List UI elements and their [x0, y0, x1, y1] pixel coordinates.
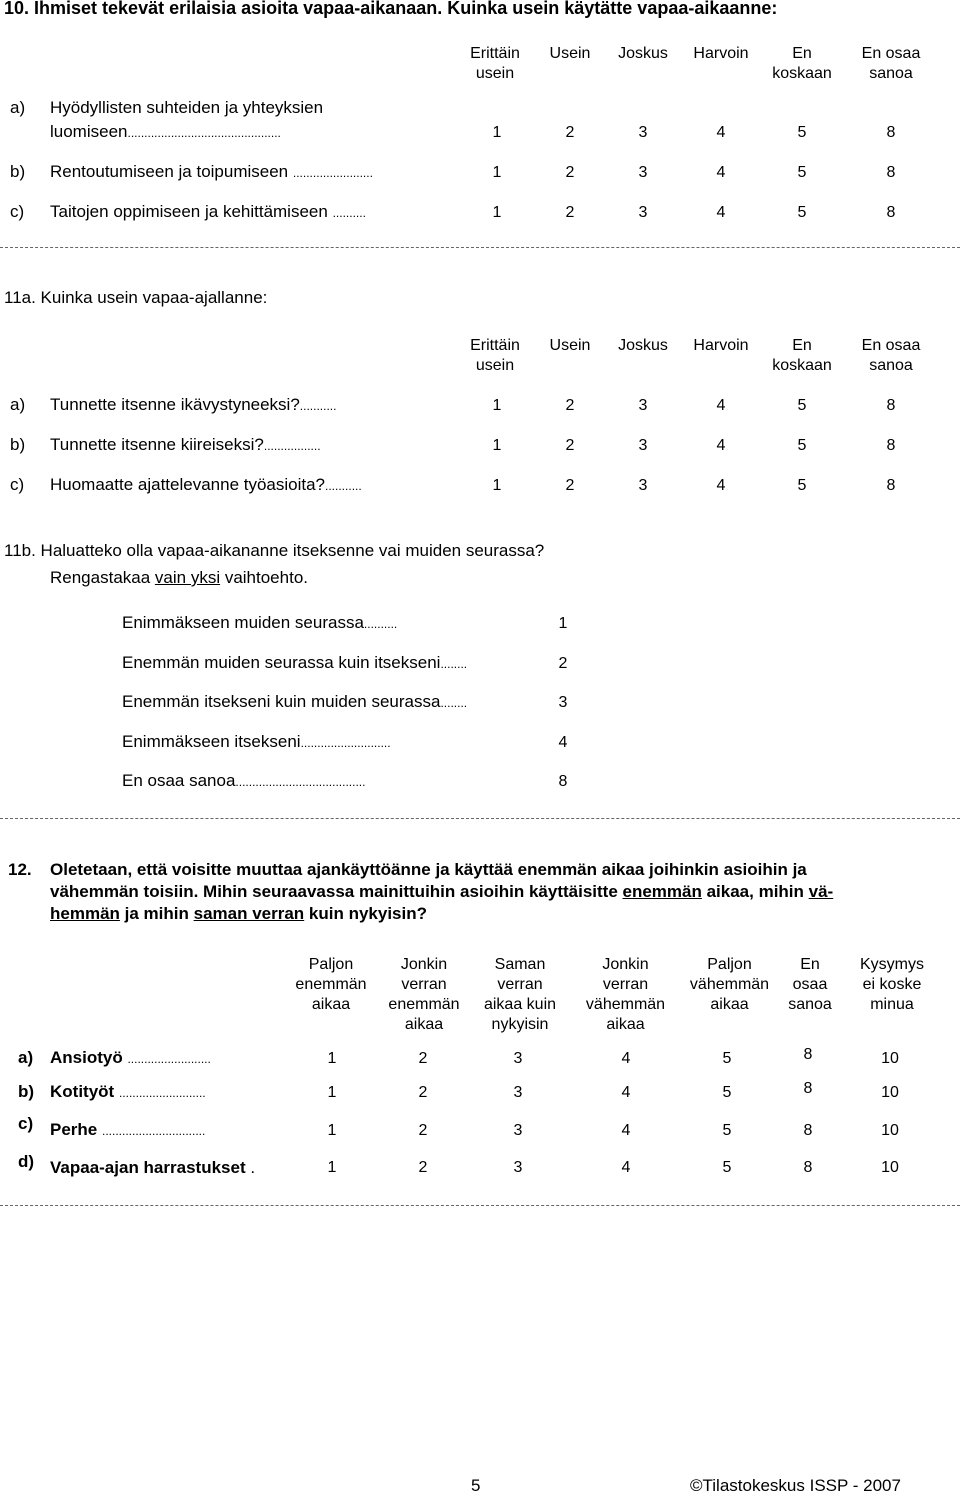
- q10-a-code-8[interactable]: 8: [886, 124, 896, 141]
- q11b-instruction-post: vaihtoehto.: [220, 568, 308, 587]
- q12-item-d-letter: d): [18, 1152, 35, 1171]
- q11a-a-code-4[interactable]: 4: [716, 397, 726, 414]
- separator-2: [0, 818, 960, 819]
- q12-header-much-more: Paljon enemmän aikaa: [295, 956, 367, 1013]
- q10-b-code-4[interactable]: 4: [716, 164, 726, 181]
- q11b-option-1-label: Enimmäkseen muiden seurassa: [122, 613, 364, 632]
- q12-d-code-2[interactable]: 2: [418, 1159, 428, 1176]
- q12-item-c-letter: c): [18, 1114, 34, 1133]
- q12-d-code-10[interactable]: 10: [881, 1159, 899, 1176]
- q12-line-3-same: saman verran: [193, 904, 305, 923]
- q12-a-code-5[interactable]: 5: [722, 1050, 732, 1067]
- q10-header-cant-say: En osaa sanoa: [861, 45, 921, 82]
- q11a-header-sometimes: Joskus: [618, 337, 668, 354]
- q12-c-code-5[interactable]: 5: [722, 1122, 732, 1139]
- q10-item-b-label: Rentoutumiseen ja toipumiseen: [50, 162, 289, 181]
- q12-a-code-8[interactable]: 8: [803, 1046, 813, 1063]
- q11a-a-code-1[interactable]: 1: [492, 397, 502, 414]
- q12-d-code-8[interactable]: 8: [803, 1159, 813, 1176]
- q12-b-code-8[interactable]: 8: [803, 1080, 813, 1097]
- copyright-text: ©Tilastokeskus ISSP - 2007: [690, 1476, 901, 1495]
- q11a-item-c-text: [50, 475, 362, 495]
- q10-header-sometimes: Joskus: [618, 45, 668, 62]
- q11a-b-code-5[interactable]: 5: [797, 437, 807, 454]
- q11b-option-2: [122, 653, 467, 673]
- q12-item-d-label: Vapaa-ajan harrastukset: [50, 1158, 246, 1177]
- q12-number: 12.: [8, 860, 32, 879]
- q12-b-code-3[interactable]: 3: [513, 1084, 523, 1101]
- q12-line-3-a: ja mihin: [119, 904, 194, 923]
- q11a-header-cant-say: En osaa sanoa: [861, 337, 921, 374]
- q12-line-3: [50, 904, 427, 924]
- q12-b-code-10[interactable]: 10: [881, 1084, 899, 1101]
- q10-header-often: Usein: [549, 45, 591, 62]
- q11a-a-code-3[interactable]: 3: [638, 397, 648, 414]
- q10-a-code-2[interactable]: 2: [565, 124, 575, 141]
- q12-a-code-3[interactable]: 3: [513, 1050, 523, 1067]
- q10-a-code-5[interactable]: 5: [797, 124, 807, 141]
- q11a-item-c-label: Huomaatte ajattelevanne työasioita?: [50, 475, 326, 494]
- q11a-b-code-1[interactable]: 1: [492, 437, 502, 454]
- separator-1: [0, 247, 960, 248]
- q10-header-very-often: Erittäin usein: [470, 45, 520, 82]
- q12-a-code-10[interactable]: 10: [881, 1050, 899, 1067]
- q12-c-code-1[interactable]: 1: [327, 1122, 337, 1139]
- q12-item-b-text: [50, 1082, 206, 1102]
- q11b-option-1-code[interactable]: 1: [558, 615, 568, 632]
- q11b-option-4-code[interactable]: 4: [558, 734, 568, 751]
- q12-header-cant-say: En osaa sanoa: [788, 956, 832, 1013]
- q12-c-code-3[interactable]: 3: [513, 1122, 523, 1139]
- q11b-option-1: [122, 613, 397, 633]
- q11b-option-3: [122, 692, 467, 712]
- q11a-item-a-dots: ...........: [299, 399, 337, 413]
- q11a-header-rarely: Harvoin: [693, 337, 749, 354]
- q11a-c-code-3[interactable]: 3: [638, 477, 648, 494]
- q12-item-c-label: Perhe: [50, 1120, 98, 1139]
- q10-a-code-3[interactable]: 3: [638, 124, 648, 141]
- q12-line-2-less-start: vä-: [808, 882, 834, 901]
- q12-item-a-letter: a): [18, 1048, 34, 1067]
- q12-a-code-4[interactable]: 4: [621, 1050, 631, 1067]
- q10-a-code-4[interactable]: 4: [716, 124, 726, 141]
- q12-line-2-a: vähemmän toisiin. Mihin seuraavassa mainittuihin asioihin käyttäisitte: [50, 882, 623, 901]
- q11a-c-code-1[interactable]: 1: [492, 477, 502, 494]
- q11b-option-2-code[interactable]: 2: [558, 655, 568, 672]
- q12-header-same: Saman verran aikaa kuin nykyisin: [483, 956, 557, 1033]
- q11b-option-4: [122, 732, 391, 752]
- q11a-c-code-5[interactable]: 5: [797, 477, 807, 494]
- q11a-b-code-3[interactable]: 3: [638, 437, 648, 454]
- q10-item-c-text: [50, 202, 366, 222]
- q12-d-code-1[interactable]: 1: [327, 1159, 337, 1176]
- q11a-c-code-8[interactable]: 8: [886, 477, 896, 494]
- q11b-instruction: [50, 568, 308, 588]
- q12-item-d-text: [50, 1158, 255, 1178]
- q11a-item-a-text: [50, 395, 336, 415]
- q11b-instruction-pre: Rengastakaa: [50, 568, 155, 587]
- q11b-option-8: [122, 771, 365, 791]
- q11a-item-c-letter: c): [10, 475, 25, 494]
- q10-item-a-letter: a): [10, 98, 26, 117]
- q11b-option-8-dots: .......................................: [235, 775, 366, 789]
- q10-item-b-dots: ........................: [292, 166, 373, 180]
- q11b-option-1-dots: ..........: [363, 617, 398, 631]
- q11a-item-b-dots: .................: [263, 439, 321, 453]
- q12-line-3-b: kuin nykyisin?: [304, 904, 427, 923]
- q11a-item-a-letter: a): [10, 395, 26, 414]
- q12-header-much-less: Paljon vähemmän aikaa: [689, 956, 770, 1013]
- q10-c-code-3[interactable]: 3: [638, 204, 648, 221]
- q10-c-code-4[interactable]: 4: [716, 204, 726, 221]
- q12-item-d-dots: .: [250, 1158, 256, 1177]
- q10-c-code-2[interactable]: 2: [565, 204, 575, 221]
- q12-d-code-3[interactable]: 3: [513, 1159, 523, 1176]
- q11b-option-2-label: Enemmän muiden seurassa kuin itsekseni: [122, 653, 441, 672]
- q12-line-2: [50, 882, 833, 902]
- q12-item-a-dots: .........................: [127, 1052, 211, 1066]
- q10-item-b-letter: b): [10, 162, 26, 181]
- q10-b-code-8[interactable]: 8: [886, 164, 896, 181]
- q12-b-code-4[interactable]: 4: [621, 1084, 631, 1101]
- q10-title: 10. Ihmiset tekevät erilaisia asioita vapaa-aikanaan. Kuinka usein käytätte vapaa-aikaanne:: [4, 0, 778, 18]
- q12-line-1: Oletetaan, että voisitte muuttaa ajankäyttöänne ja käyttää enemmän aikaa joihinkin asioihin ja: [50, 860, 807, 879]
- q12-c-code-10[interactable]: 10: [881, 1122, 899, 1139]
- q11a-b-code-4[interactable]: 4: [716, 437, 726, 454]
- q12-item-a-text: [50, 1048, 211, 1068]
- q10-c-code-1[interactable]: 1: [492, 204, 502, 221]
- q12-item-b-label: Kotityöt: [50, 1082, 115, 1101]
- q12-item-c-text: [50, 1120, 205, 1140]
- q12-d-code-5[interactable]: 5: [722, 1159, 732, 1176]
- q11a-item-b-text: [50, 435, 321, 455]
- q11b-instruction-emphasis: vain yksi: [154, 568, 221, 587]
- q11a-item-b-letter: b): [10, 435, 26, 454]
- q11b-option-4-label: Enimmäkseen itsekseni: [122, 732, 301, 751]
- q12-c-code-8[interactable]: 8: [803, 1122, 813, 1139]
- q12-item-a-label: Ansiotyö: [50, 1048, 123, 1067]
- q12-b-code-2[interactable]: 2: [418, 1084, 428, 1101]
- page-number: 5: [471, 1476, 481, 1495]
- q10-item-c-letter: c): [10, 202, 25, 221]
- q12-a-code-1[interactable]: 1: [327, 1050, 337, 1067]
- q12-line-3-less-end: hemmän: [50, 904, 120, 923]
- q12-header-not-applicable: Kysymys ei koske minua: [860, 956, 924, 1013]
- q11a-header-never: En koskaan: [772, 337, 832, 374]
- q10-item-b-text: [50, 162, 373, 182]
- q11b-option-4-dots: ...........................: [300, 736, 391, 750]
- q10-item-a-dots: ..............................................: [127, 126, 281, 140]
- q11a-c-code-4[interactable]: 4: [716, 477, 726, 494]
- q11b-option-3-dots: ........: [440, 696, 468, 710]
- q11a-a-code-5[interactable]: 5: [797, 397, 807, 414]
- q10-item-c-label: Taitojen oppimiseen ja kehittämiseen: [50, 202, 328, 221]
- q12-b-code-5[interactable]: 5: [722, 1084, 732, 1101]
- separator-3: [0, 1205, 960, 1206]
- q12-item-b-dots: ..........................: [118, 1086, 206, 1100]
- q12-line-2-b: aikaa, mihin: [701, 882, 809, 901]
- q11a-item-a-label: Tunnette itsenne ikävystyneeksi?: [50, 395, 300, 414]
- q10-header-never: En koskaan: [772, 45, 832, 82]
- q11a-header-often: Usein: [549, 337, 591, 354]
- q11a-header-very-often: Erittäin usein: [470, 337, 520, 374]
- q12-b-code-1[interactable]: 1: [327, 1084, 337, 1101]
- q11a-b-code-8[interactable]: 8: [886, 437, 896, 454]
- q12-header-somewhat-less: Jonkin verran vähemmän aikaa: [585, 956, 666, 1033]
- q10-item-a-text: Hyödyllisten suhteiden ja yhteyksien: [50, 98, 324, 117]
- q12-item-c-dots: ...............................: [101, 1124, 206, 1138]
- q10-b-code-3[interactable]: 3: [638, 164, 648, 181]
- q11a-b-code-2[interactable]: 2: [565, 437, 575, 454]
- q10-b-code-1[interactable]: 1: [492, 164, 502, 181]
- q10-c-code-8[interactable]: 8: [886, 204, 896, 221]
- q12-header-somewhat-more: Jonkin verran enemmän aikaa: [388, 956, 460, 1033]
- q11a-title: 11a. Kuinka usein vapaa-ajallanne:: [4, 288, 268, 307]
- q12-item-b-letter: b): [18, 1082, 35, 1101]
- q10-b-code-5[interactable]: 5: [797, 164, 807, 181]
- q11a-item-b-label: Tunnette itsenne kiireiseksi?: [50, 435, 264, 454]
- q10-item-c-dots: ..........: [332, 206, 366, 220]
- q10-item-a-text-cont: [50, 122, 281, 142]
- q11b-title: 11b. Haluatteko olla vapaa-aikananne itseksenne vai muiden seurassa?: [4, 541, 545, 560]
- q10-b-code-2[interactable]: 2: [565, 164, 575, 181]
- q11b-option-8-label: En osaa sanoa: [122, 771, 236, 790]
- q11b-option-8-code[interactable]: 8: [558, 773, 568, 790]
- q11a-item-c-dots: ...........: [325, 479, 362, 493]
- q11b-option-2-dots: ........: [440, 657, 468, 671]
- q10-c-code-5[interactable]: 5: [797, 204, 807, 221]
- q10-header-rarely: Harvoin: [693, 45, 749, 62]
- q12-a-code-2[interactable]: 2: [418, 1050, 428, 1067]
- q10-a-code-1[interactable]: 1: [492, 124, 502, 141]
- q10-item-a-line2: luomiseen: [50, 122, 128, 141]
- q12-c-code-2[interactable]: 2: [418, 1122, 428, 1139]
- q11a-a-code-8[interactable]: 8: [886, 397, 896, 414]
- q12-line-2-more: enemmän: [622, 882, 702, 901]
- q11a-c-code-2[interactable]: 2: [565, 477, 575, 494]
- q12-c-code-4[interactable]: 4: [621, 1122, 631, 1139]
- q11b-option-3-code[interactable]: 3: [558, 694, 568, 711]
- q11a-a-code-2[interactable]: 2: [565, 397, 575, 414]
- q11b-option-3-label: Enemmän itsekseni kuin muiden seurassa: [122, 692, 441, 711]
- q12-d-code-4[interactable]: 4: [621, 1159, 631, 1176]
